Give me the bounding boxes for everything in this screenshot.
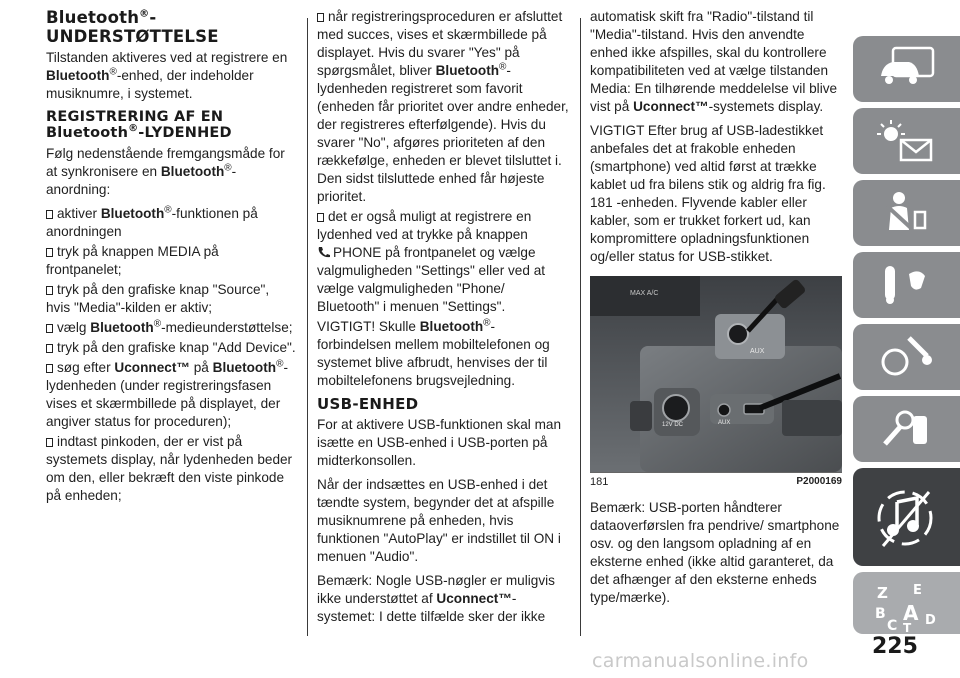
tab-dashboard[interactable] <box>853 36 960 102</box>
figure-caption <box>590 472 842 491</box>
bullet-icon <box>46 248 53 257</box>
list-item: aktiver Bluetooth®-funktionen på anordningen <box>46 204 258 239</box>
figure-number: 181 <box>590 476 609 488</box>
aux-label-top: AUX <box>750 348 765 355</box>
bullet-icon <box>46 324 53 333</box>
column-middle <box>317 8 569 632</box>
car-dashboard-icon <box>875 46 937 90</box>
paragraph-procedure: Følg nedenstående fremgangsmåde for at synkronisere en Bluetooth®-anordning: <box>46 146 285 197</box>
bullet-icon <box>317 13 324 22</box>
console-illustration <box>590 276 842 472</box>
tab-safety[interactable] <box>853 180 960 246</box>
phone-icon <box>317 246 331 258</box>
list-item: tryk på den grafiske knap "Add Device". <box>46 339 296 357</box>
tab-multimedia[interactable] <box>853 468 960 566</box>
paragraph-warning: VIGTIGT! Skulle Bluetooth®-forbindelsen mellem mobiltelefonen og systemet blive afbrudt, henvises der til mobiltelefonens brugsvejledning. <box>317 317 550 388</box>
steering-icon <box>875 334 937 378</box>
tab-starting[interactable] <box>853 252 960 318</box>
12v-label: 12V DC <box>662 422 684 428</box>
index-letter-e: E <box>913 583 922 598</box>
index-letter-t: T <box>903 621 912 632</box>
paragraph-usb-activate: For at aktivere USB-funktionen skal man isætte en USB-enhed i USB-porten på midterkonsollen. <box>317 417 562 468</box>
bullet-icon <box>46 210 53 219</box>
paragraph-usb-autoplay: Når der indsættes en USB-enhed i det tændte system, begynder det at afspille musiknumrene på enheden, hvis funktionen "AutoPlay" er indstillet til ON i menuen "Audio". <box>317 477 561 564</box>
tools-icon <box>875 406 937 450</box>
warning-lights-icon <box>875 118 937 164</box>
section-title-bluetooth-support: Bluetooth®- UNDERSTØTTELSE <box>46 8 219 46</box>
column-divider <box>307 18 308 636</box>
paragraph-usb-note: Bemærk: Nogle USB-nøgler er muligvis ikke understøttet af Uconnect™-systemet: I dette tilfælde sker der ikke <box>317 573 555 624</box>
seat-belt-icon <box>875 190 937 234</box>
list-item: tryk på knappen MEDIA på frontpanelet; <box>46 244 219 277</box>
aux-label-bottom: AUX <box>718 420 731 426</box>
index-letter-b: B <box>875 606 886 622</box>
paragraph-intro: Tilstanden aktiveres ved at registrere en Bluetooth®-enhed, der indeholder musiknumre, i systemet. <box>46 50 288 101</box>
tab-maintenance[interactable] <box>853 396 960 462</box>
watermark: carmanualsonline.info <box>592 650 809 672</box>
index-letters-icon <box>875 582 945 632</box>
section-title-registration: REGISTRERING AF EN Bluetooth®-LYDENHED <box>46 109 232 141</box>
column-divider <box>580 18 581 636</box>
tab-emergency[interactable] <box>853 324 960 390</box>
index-letter-c: C <box>887 618 898 632</box>
ac-label: MAX A/C <box>630 290 659 297</box>
page-number: 225 <box>872 634 918 659</box>
list-item: det er også muligt at registrere en lydenhed ved at trykke på knappen PHONE på frontpanelet og vælge valgmuligheden "Settings" eller ved at vælge valgmuligheden "Phone/ Bluetooth" i menuen "Settings". <box>317 209 546 314</box>
paragraph-usb-port-note: Bemærk: USB-porten håndterer dataoverførslen fra pendrive/ smartphone osv. og den langsom opladning af en eksterne enhed (ikke altid garanteret, da det afhænger af den eksterne enheds type/mærke). <box>590 500 840 605</box>
list-item: vælg Bluetooth®-medieunderstøttelse; <box>46 319 296 337</box>
column-left <box>46 8 296 507</box>
tab-warning-lights[interactable] <box>853 108 960 174</box>
list-item: tryk på den grafiske knap "Source", hvis "Media"-kilden er aktiv; <box>46 282 270 315</box>
index-letter-a: A <box>903 601 919 625</box>
bullet-icon <box>46 286 53 295</box>
index-letter-z: Z <box>877 584 888 602</box>
paragraph-usb-charging: VIGTIGT Efter brug af USB-ladestikket anbefales det at frakoble enheden (smartphone) ved altid først at trække kablet ud fra bilens stik og aldrig fra fig. 181 -enheden. Flyvende kabler eller kabler, som er trukket forkert ud, kan kompromittere opladningsfunktionen og/eller status for USB-stikket. <box>590 123 826 264</box>
usb-port-photo <box>590 276 842 472</box>
list-item: indtast pinkoden, der er vist på systemets display, når lydenheden beder om den, eller bekræft den viste pinkode på enheden; <box>46 434 293 503</box>
column-right <box>590 8 842 613</box>
list-item: søg efter Uconnect™ på Bluetooth®-lydenheden (under registreringsfasen vises et skærmbillede på displayet, der angiver status for proceduren); <box>46 358 288 429</box>
bullet-icon <box>46 438 53 447</box>
paragraph-autoswitch: automatisk skift fra "Radio"-tilstand til "Media"-tilstand. Hvis den anvendte enhed ikke afspilles, skal du kontrollere kompatibiliteten ved at vælge tilstanden Media: En tilhørende meddelelse vil blive vist på Uconnect™-systemets display. <box>590 9 838 114</box>
list-item: når registreringsproceduren er afsluttet med succes, vises et skærmbillede på displayet. Hvis du svarer "Yes" på spørgsmålet, bliver Bluetooth®-lydenheden registreret som favorit (enheden får prioritet over andre enheder, der registreres efterfølgende). Hvis du svarer "No", afgøres prioriteten af den rækkefølge, enheden er blevet tilsluttet i. Den sidst tilsluttede enhed får højeste prioritet. <box>317 9 569 204</box>
bullet-icon <box>317 213 324 222</box>
index-letter-d: D <box>925 613 936 628</box>
bullet-icon <box>46 364 53 373</box>
section-title-usb: USB-ENHED <box>317 395 419 413</box>
multimedia-icon <box>875 478 937 558</box>
tab-index[interactable] <box>853 572 960 634</box>
key-icon <box>875 262 937 306</box>
bullet-icon <box>46 344 53 353</box>
figure-code: P2000169 <box>796 476 842 487</box>
